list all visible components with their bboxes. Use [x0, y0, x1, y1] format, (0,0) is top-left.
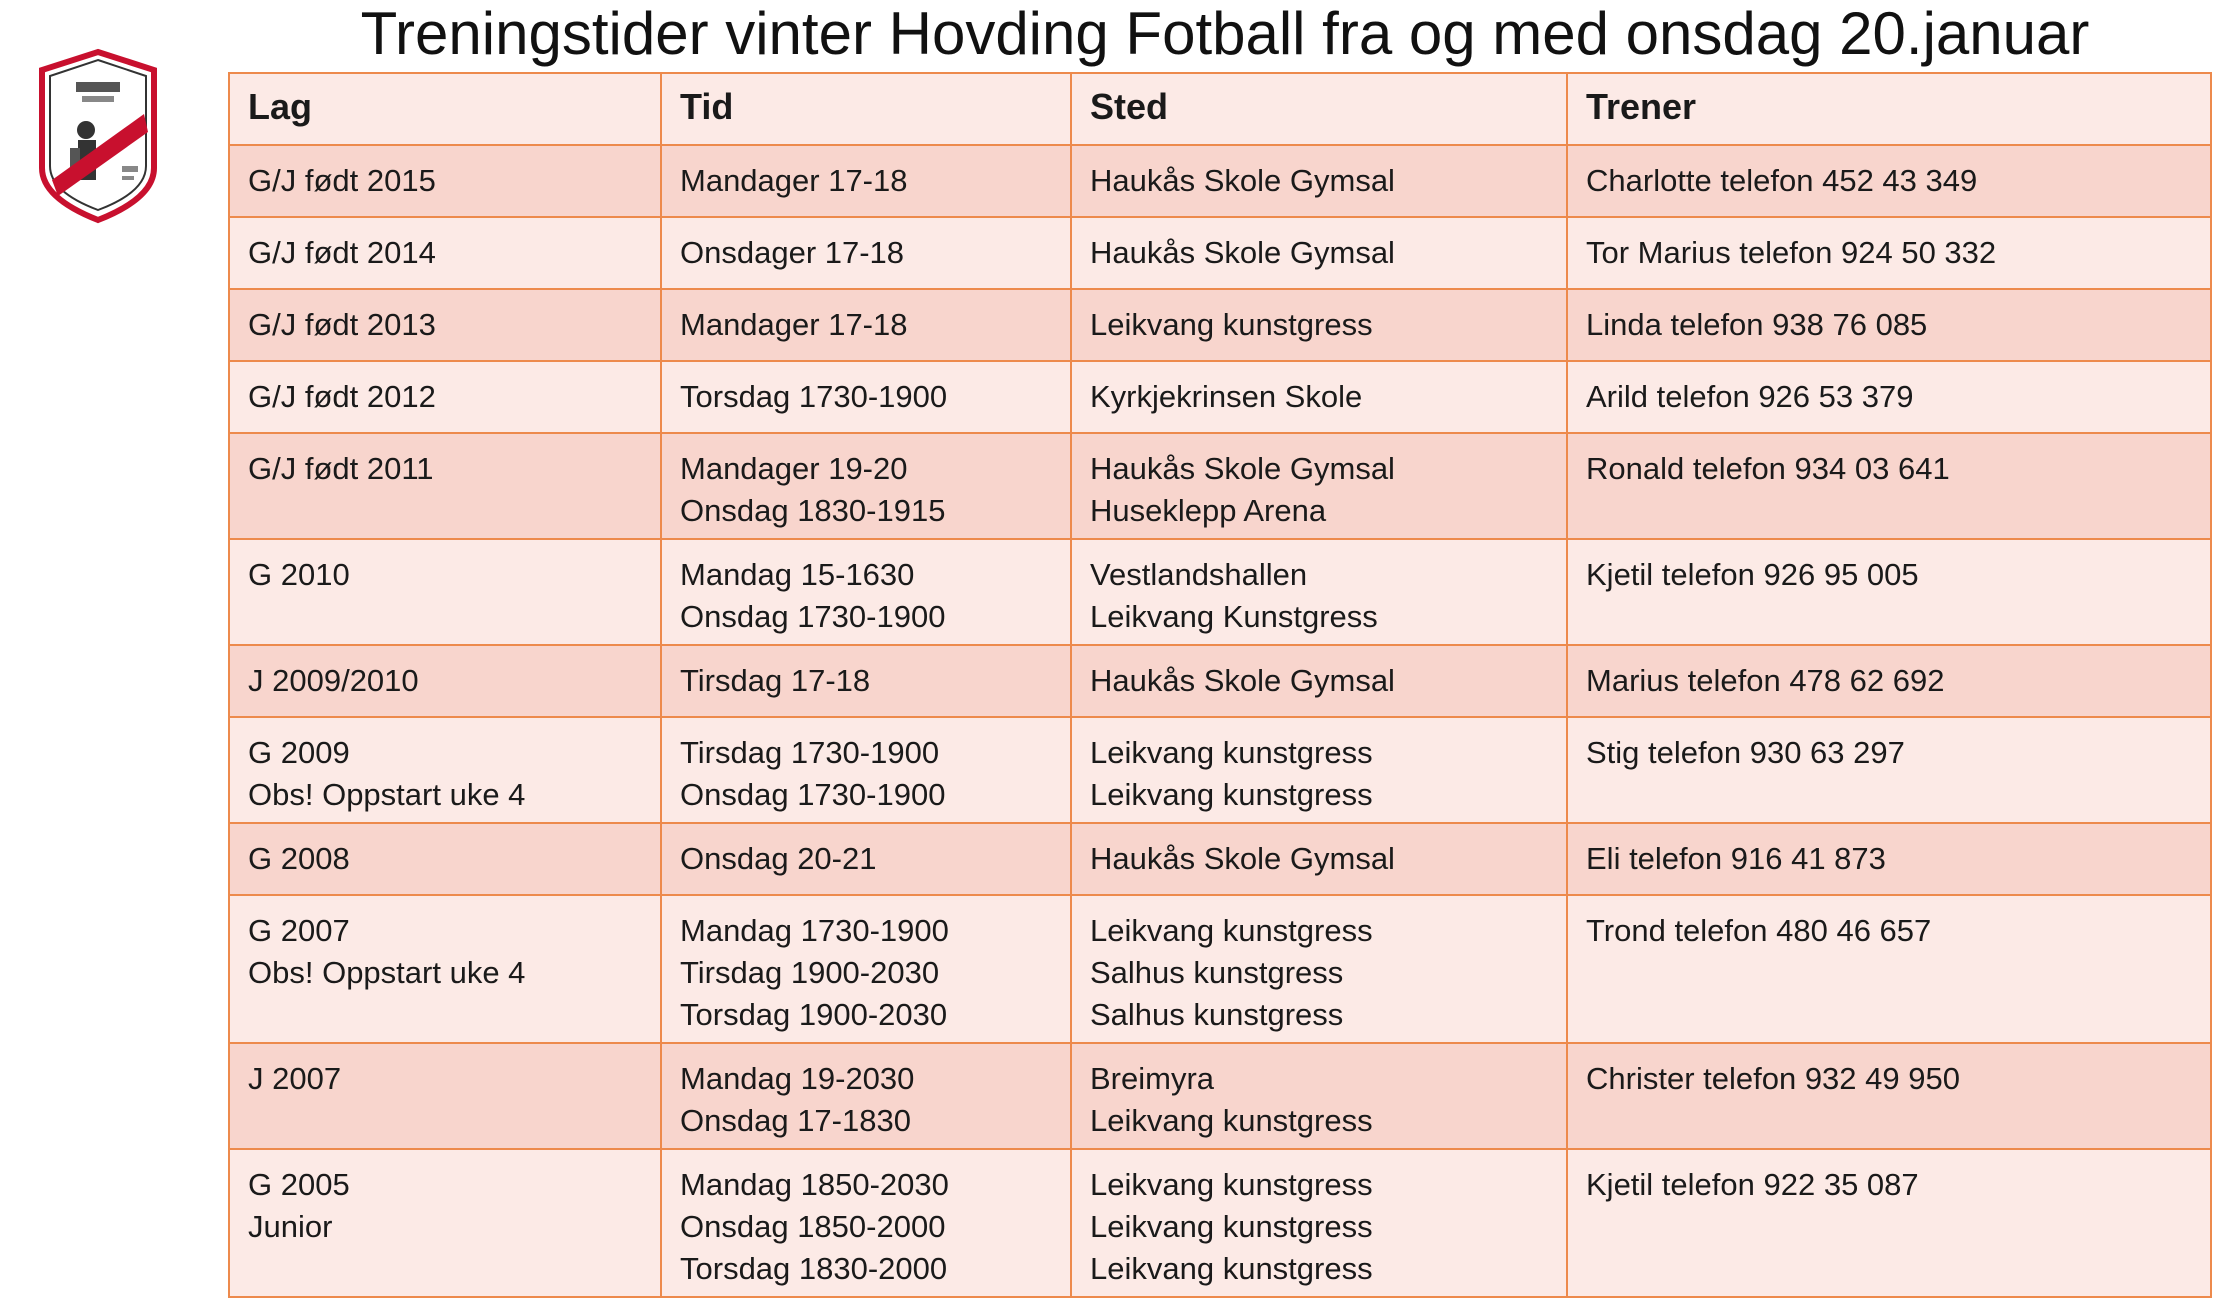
cell-tid: [661, 823, 1071, 895]
cell-text: G/J født 2013: [248, 307, 436, 342]
cell-text: Leikvang kunstgress: [1090, 1167, 1373, 1202]
cell-trener: [1567, 361, 2211, 433]
cell-text: Torsdag 1900-2030: [680, 997, 948, 1032]
cell-sted: [1071, 539, 1567, 645]
cell-sted: [1071, 433, 1567, 539]
cell-text: Mandag 1730-1900: [680, 913, 949, 948]
cell-text: J 2007: [248, 1061, 342, 1096]
cell-tid: [661, 1149, 1071, 1297]
cell-lag: [229, 895, 661, 1043]
cell-text: Leikvang kunstgress: [1090, 1209, 1373, 1244]
table-row: [229, 217, 2211, 289]
cell-lag: [229, 1043, 661, 1149]
table-row: [229, 1043, 2211, 1149]
cell-text: Haukås Skole Gymsal: [1090, 841, 1395, 876]
cell-text: Linda telefon 938 76 085: [1586, 307, 1928, 342]
cell-lag: [229, 645, 661, 717]
cell-trener: [1567, 217, 2211, 289]
cell-text: Onsdag 1830-1915: [680, 493, 946, 528]
cell-text: Torsdag 1830-2000: [680, 1251, 948, 1286]
cell-text: G/J født 2011: [248, 451, 434, 486]
cell-tid: [661, 361, 1071, 433]
cell-tid: [661, 145, 1071, 217]
cell-text: Charlotte telefon 452 43 349: [1586, 163, 1978, 198]
cell-tid: [661, 539, 1071, 645]
cell-lag: [229, 361, 661, 433]
cell-text: Ronald telefon 934 03 641: [1586, 451, 1950, 486]
cell-text: Obs! Oppstart uke 4: [248, 955, 526, 990]
cell-trener: [1567, 539, 2211, 645]
cell-text: Tirsdag 1730-1900: [680, 735, 940, 770]
cell-lag: [229, 823, 661, 895]
cell-text: Mandager 19-20: [680, 451, 908, 486]
cell-text: Haukås Skole Gymsal: [1090, 235, 1395, 270]
cell-sted: [1071, 361, 1567, 433]
cell-text: Marius telefon 478 62 692: [1586, 663, 1945, 698]
cell-text: G 2005: [248, 1167, 350, 1202]
club-crest-icon: [36, 48, 160, 224]
cell-text: G 2009: [248, 735, 350, 770]
cell-lag: [229, 717, 661, 823]
cell-text: Leikvang kunstgress: [1090, 735, 1373, 770]
training-schedule-table: [228, 72, 2212, 1298]
cell-lag: [229, 217, 661, 289]
cell-text: Mandager 17-18: [680, 307, 908, 342]
cell-sted: [1071, 717, 1567, 823]
cell-text: Haukås Skole Gymsal: [1090, 163, 1395, 198]
cell-text: Stig telefon 930 63 297: [1586, 735, 1905, 770]
cell-text: G 2010: [248, 557, 350, 592]
cell-lag: [229, 145, 661, 217]
cell-text: Vestlandshallen: [1090, 557, 1308, 592]
cell-trener: [1567, 289, 2211, 361]
cell-sted: [1071, 895, 1567, 1043]
table-header-row: [229, 73, 2211, 145]
cell-text: G/J født 2015: [248, 163, 436, 198]
table-row: [229, 717, 2211, 823]
header-tid: Tid: [661, 73, 1071, 145]
cell-text: Salhus kunstgress: [1090, 955, 1344, 990]
cell-tid: [661, 289, 1071, 361]
table-row: [229, 145, 2211, 217]
cell-text: Tirsdag 17-18: [680, 663, 871, 698]
cell-lag: [229, 433, 661, 539]
cell-text: J 2009/2010: [248, 663, 419, 698]
cell-text: Onsdag 1730-1900: [680, 777, 946, 812]
cell-text: Huseklepp Arena: [1090, 493, 1327, 528]
cell-text: G 2007: [248, 913, 350, 948]
cell-text: Leikvang Kunstgress: [1090, 599, 1378, 634]
cell-sted: [1071, 1043, 1567, 1149]
cell-text: Kjetil telefon 926 95 005: [1586, 557, 1919, 592]
cell-text: Tor Marius telefon 924 50 332: [1586, 235, 1997, 270]
cell-trener: [1567, 145, 2211, 217]
cell-lag: [229, 539, 661, 645]
cell-text: Leikvang kunstgress: [1090, 1251, 1373, 1286]
header-lag: Lag: [229, 73, 661, 145]
table-row: [229, 645, 2211, 717]
cell-text: Leikvang kunstgress: [1090, 307, 1373, 342]
cell-text: Christer telefon 932 49 950: [1586, 1061, 1960, 1096]
cell-sted: [1071, 217, 1567, 289]
cell-text: Eli telefon 916 41 873: [1586, 841, 1886, 876]
table-row: [229, 289, 2211, 361]
table-row: [229, 539, 2211, 645]
cell-text: Trond telefon 480 46 657: [1586, 913, 1932, 948]
header-trener: Trener: [1567, 73, 2211, 145]
cell-text: G/J født 2014: [248, 235, 436, 270]
cell-lag: [229, 1149, 661, 1297]
cell-text: Kjetil telefon 922 35 087: [1586, 1167, 1919, 1202]
cell-trener: [1567, 645, 2211, 717]
table-row: [229, 1149, 2211, 1297]
cell-text: Junior: [248, 1209, 333, 1244]
cell-text: Onsdag 17-1830: [680, 1103, 911, 1138]
cell-text: Torsdag 1730-1900: [680, 379, 948, 414]
cell-text: Onsdag 1850-2000: [680, 1209, 946, 1244]
cell-text: Onsdager 17-18: [680, 235, 905, 270]
cell-text: Kyrkjekrinsen Skole: [1090, 379, 1363, 414]
cell-text: Breimyra: [1090, 1061, 1215, 1096]
cell-text: Onsdag 1730-1900: [680, 599, 946, 634]
cell-trener: [1567, 1043, 2211, 1149]
cell-text: Obs! Oppstart uke 4: [248, 777, 526, 812]
cell-text: Onsdag 20-21: [680, 841, 877, 876]
cell-sted: [1071, 145, 1567, 217]
cell-trener: [1567, 823, 2211, 895]
cell-trener: [1567, 433, 2211, 539]
cell-tid: [661, 645, 1071, 717]
cell-text: Mandag 19-2030: [680, 1061, 915, 1096]
cell-sted: [1071, 645, 1567, 717]
cell-text: Arild telefon 926 53 379: [1586, 379, 1914, 414]
cell-text: Mandag 1850-2030: [680, 1167, 949, 1202]
cell-sted: [1071, 289, 1567, 361]
cell-text: G/J født 2012: [248, 379, 436, 414]
cell-text: Mandag 15-1630: [680, 557, 915, 592]
cell-text: G 2008: [248, 841, 350, 876]
cell-text: Tirsdag 1900-2030: [680, 955, 940, 990]
table-row: [229, 433, 2211, 539]
cell-text: Haukås Skole Gymsal: [1090, 451, 1395, 486]
cell-tid: [661, 433, 1071, 539]
cell-trener: [1567, 717, 2211, 823]
cell-text: Haukås Skole Gymsal: [1090, 663, 1395, 698]
cell-text: Salhus kunstgress: [1090, 997, 1344, 1032]
cell-lag: [229, 289, 661, 361]
table-row: [229, 823, 2211, 895]
cell-tid: [661, 717, 1071, 823]
page-title: Treningstider vinter Hovding Fotball fra og med onsdag 20.januar: [360, 0, 2090, 67]
cell-tid: [661, 217, 1071, 289]
cell-trener: [1567, 1149, 2211, 1297]
cell-text: Leikvang kunstgress: [1090, 913, 1373, 948]
header-sted: Sted: [1071, 73, 1567, 145]
table-row: [229, 895, 2211, 1043]
cell-trener: [1567, 895, 2211, 1043]
cell-tid: [661, 895, 1071, 1043]
cell-sted: [1071, 823, 1567, 895]
cell-tid: [661, 1043, 1071, 1149]
cell-sted: [1071, 1149, 1567, 1297]
cell-text: Leikvang kunstgress: [1090, 1103, 1373, 1138]
table-row: [229, 361, 2211, 433]
cell-text: Leikvang kunstgress: [1090, 777, 1373, 812]
cell-text: Mandager 17-18: [680, 163, 908, 198]
